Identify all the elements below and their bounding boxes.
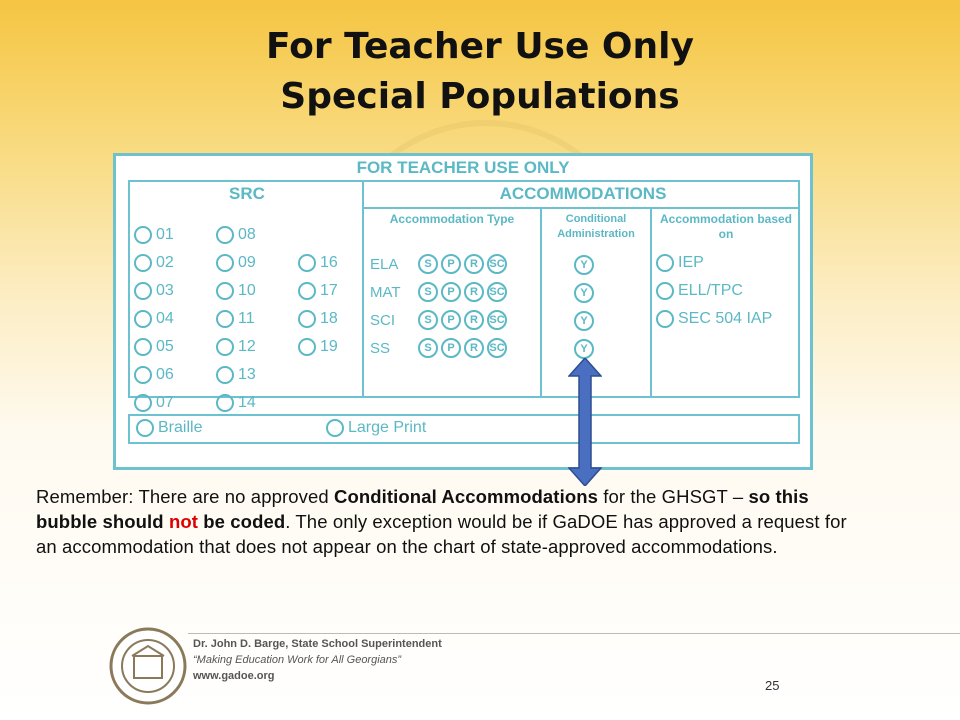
- type-bubble-p[interactable]: P: [441, 282, 461, 302]
- teacher-use-form: [113, 153, 813, 470]
- conditional-bubble-ela[interactable]: Y: [574, 255, 594, 275]
- src-option-09-label: 09: [238, 254, 256, 271]
- accommodation-based-on-label: Accommodation based on: [659, 212, 793, 241]
- src-option-14[interactable]: [216, 394, 256, 412]
- conditional-bubble-sci[interactable]: Y: [574, 311, 594, 331]
- src-option-13-bubble[interactable]: [216, 366, 234, 384]
- note-bold-2: so this bubble should: [36, 486, 809, 532]
- src-option-11-bubble[interactable]: [216, 310, 234, 328]
- src-option-04-bubble[interactable]: [134, 310, 152, 328]
- src-option-05-bubble[interactable]: [134, 338, 152, 356]
- note-text-3: . The only exception would be if GaDOE has approved a request for an accommodation that does not appear on the chart of state-approved accommodations.: [36, 511, 847, 557]
- src-option-19-label: 19: [320, 338, 338, 355]
- subject-row-ela: [370, 254, 510, 274]
- src-option-08[interactable]: [216, 226, 256, 244]
- type-bubble-s[interactable]: S: [418, 310, 438, 330]
- large-print-option[interactable]: [326, 419, 426, 437]
- src-option-10-bubble[interactable]: [216, 282, 234, 300]
- src-option-03[interactable]: [134, 282, 174, 300]
- type-bubble-r[interactable]: R: [464, 282, 484, 302]
- src-option-12[interactable]: [216, 338, 256, 356]
- src-option-19-bubble[interactable]: [298, 338, 316, 356]
- type-bubble-r[interactable]: R: [464, 310, 484, 330]
- src-option-14-label: 14: [238, 394, 256, 411]
- footer-superintendent: Dr. John D. Barge, State School Superintendent: [193, 638, 442, 650]
- subject-label: MAT: [370, 283, 401, 301]
- src-option-12-bubble[interactable]: [216, 338, 234, 356]
- accommodations-header: ACCOMMODATIONS: [499, 184, 667, 203]
- src-option-06[interactable]: [134, 366, 174, 384]
- type-bubble-r[interactable]: R: [464, 254, 484, 274]
- src-option-07-label: 07: [156, 394, 174, 411]
- footer-rule: [188, 633, 960, 634]
- type-bubble-p[interactable]: P: [441, 254, 461, 274]
- src-option-16-bubble[interactable]: [298, 254, 316, 272]
- subject-label: ELA: [370, 255, 399, 273]
- src-option-02-label: 02: [156, 254, 174, 271]
- src-option-07[interactable]: [134, 394, 174, 412]
- src-option-05-label: 05: [156, 338, 174, 355]
- type-bubble-p[interactable]: P: [441, 310, 461, 330]
- gadoe-seal-icon: [108, 626, 188, 706]
- subject-row-ss: [370, 338, 510, 358]
- type-bubble-s[interactable]: S: [418, 282, 438, 302]
- note-bold-3: be coded: [198, 511, 286, 532]
- braille-label: Braille: [158, 419, 203, 436]
- src-option-13[interactable]: [216, 366, 256, 384]
- src-option-01[interactable]: [134, 226, 174, 244]
- src-option-09[interactable]: [216, 254, 256, 272]
- src-option-18[interactable]: [298, 310, 338, 328]
- src-option-17[interactable]: [298, 282, 338, 300]
- based-on-iep-label: IEP: [678, 254, 704, 271]
- type-bubble-p[interactable]: P: [441, 338, 461, 358]
- large-print-label: Large Print: [348, 419, 427, 436]
- src-option-07-bubble[interactable]: [134, 394, 152, 412]
- src-option-02-bubble[interactable]: [134, 254, 152, 272]
- title-line-2: Special Populations: [280, 76, 680, 117]
- note-bold-conditional: Conditional Accommodations: [334, 486, 599, 507]
- accommodation-type-label: Accommodation Type: [389, 212, 515, 226]
- subject-row-mat: [370, 282, 510, 302]
- subject-row-sci: [370, 310, 510, 330]
- src-option-11[interactable]: [216, 310, 255, 328]
- note-bold-not: not: [168, 511, 199, 532]
- src-option-04-label: 04: [156, 310, 174, 327]
- src-option-05[interactable]: [134, 338, 174, 356]
- double-arrow-icon: [568, 358, 602, 486]
- reminder-note: [36, 484, 856, 559]
- subject-label: SS: [370, 339, 391, 357]
- src-option-10[interactable]: [216, 282, 256, 300]
- src-option-01-label: 01: [156, 226, 174, 243]
- conditional-administration-label: Conditional Administration: [557, 213, 635, 240]
- type-bubble-r[interactable]: R: [464, 338, 484, 358]
- src-option-19[interactable]: [298, 338, 338, 356]
- type-bubble-sc[interactable]: SC: [487, 254, 507, 274]
- src-option-13-label: 13: [238, 366, 256, 383]
- note-text-2: for the GHSGT –: [598, 486, 749, 507]
- src-option-01-bubble[interactable]: [134, 226, 152, 244]
- src-divider: [362, 182, 364, 396]
- title-line-1: For Teacher Use Only: [266, 26, 694, 67]
- form-header: FOR TEACHER USE ONLY: [356, 158, 570, 177]
- slide-number: 25: [765, 678, 780, 693]
- src-option-03-label: 03: [156, 282, 174, 299]
- src-option-08-bubble[interactable]: [216, 226, 234, 244]
- based-on-ell-tpc-bubble[interactable]: [656, 282, 674, 300]
- footer-slogan: “Making Education Work for All Georgians”: [193, 654, 402, 666]
- conditional-bubble-mat[interactable]: Y: [574, 283, 594, 303]
- based-on-iep[interactable]: [656, 254, 704, 272]
- src-option-02[interactable]: [134, 254, 174, 272]
- type-bubble-sc[interactable]: SC: [487, 282, 507, 302]
- src-option-03-bubble[interactable]: [134, 282, 152, 300]
- src-option-12-label: 12: [238, 338, 256, 355]
- type-bubble-sc[interactable]: SC: [487, 338, 507, 358]
- footer-website: www.gadoe.org: [193, 670, 275, 682]
- src-option-17-label: 17: [320, 282, 338, 299]
- src-option-18-bubble[interactable]: [298, 310, 316, 328]
- based-on-iep-bubble[interactable]: [656, 254, 674, 272]
- slide-title: [0, 22, 960, 122]
- braille-bubble[interactable]: [136, 419, 154, 437]
- src-option-14-bubble[interactable]: [216, 394, 234, 412]
- form-body: [128, 180, 800, 411]
- based-on-sec-504-iap[interactable]: [656, 310, 772, 328]
- type-bubble-s[interactable]: S: [418, 338, 438, 358]
- based-on-sec-504-iap-bubble[interactable]: [656, 310, 674, 328]
- special-format-row: [128, 414, 800, 444]
- src-option-04[interactable]: [134, 310, 174, 328]
- based-on-sec-504-iap-label: SEC 504 IAP: [678, 310, 773, 327]
- src-option-11-label: 11: [238, 310, 255, 327]
- src-option-10-label: 10: [238, 282, 256, 299]
- src-option-06-label: 06: [156, 366, 174, 383]
- subject-label: SCI: [370, 311, 396, 329]
- conditional-bubble-ss[interactable]: Y: [574, 339, 594, 359]
- src-option-06-bubble[interactable]: [134, 366, 152, 384]
- note-text-1: Remember: There are no approved: [36, 486, 334, 507]
- src-header: SRC: [229, 184, 265, 203]
- src-option-16[interactable]: [298, 254, 338, 272]
- src-option-16-label: 16: [320, 254, 338, 271]
- src-option-08-label: 08: [238, 226, 256, 243]
- type-bubble-s[interactable]: S: [418, 254, 438, 274]
- src-option-09-bubble[interactable]: [216, 254, 234, 272]
- src-option-17-bubble[interactable]: [298, 282, 316, 300]
- acc-header-rule: [364, 207, 800, 209]
- footer-text: [193, 636, 442, 684]
- based-on-ell-tpc[interactable]: [656, 282, 743, 300]
- large-print-bubble[interactable]: [326, 419, 344, 437]
- type-bubble-sc[interactable]: SC: [487, 310, 507, 330]
- braille-option[interactable]: [136, 419, 202, 437]
- based-on-ell-tpc-label: ELL/TPC: [678, 282, 743, 299]
- src-option-18-label: 18: [320, 310, 338, 327]
